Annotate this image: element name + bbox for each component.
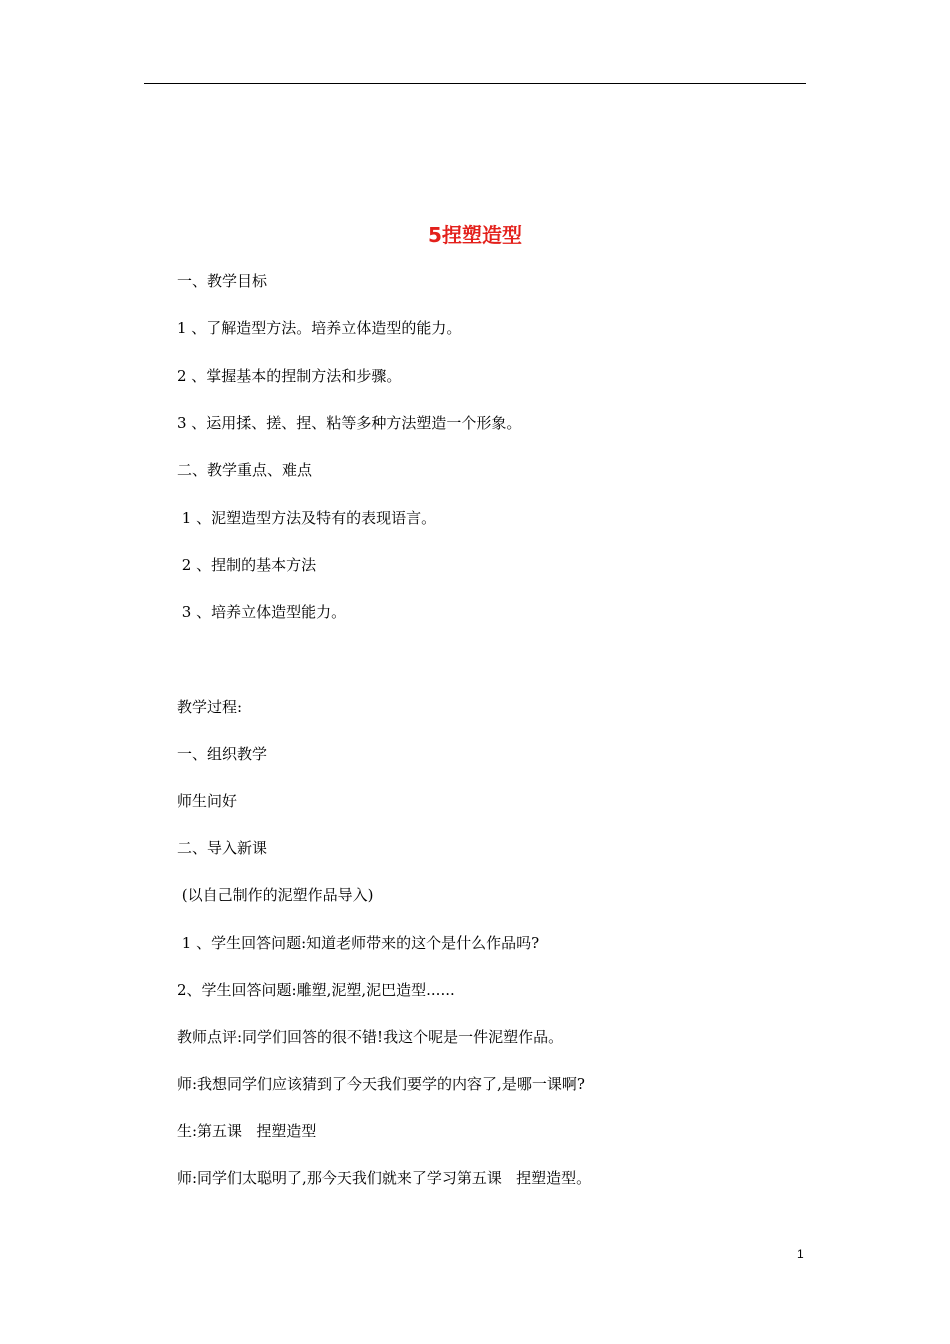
paragraph-teacher-closing: 师:同学们太聪明了,那今天我们就来了学习第五课 捏塑造型。 <box>177 1169 592 1187</box>
objective-item-2: 2 、掌握基本的捏制方法和步骤。 <box>177 367 402 385</box>
header-rule <box>144 83 806 84</box>
key-point-item-3: 3 、培养立体造型能力。 <box>177 603 347 621</box>
section-heading-key-points: 二、教学重点、难点 <box>177 461 313 479</box>
paragraph-intro-note: (以自己制作的泥塑作品导入) <box>177 886 374 904</box>
objective-item-1: 1 、了解造型方法。培养立体造型的能力。 <box>177 319 462 337</box>
objective-item-3: 3 、运用揉、搓、捏、粘等多种方法塑造一个形象。 <box>177 414 522 432</box>
paragraph-teacher-comment: 教师点评:同学们回答的很不错!我这个呢是一件泥塑作品。 <box>177 1028 564 1046</box>
page-number: 1 <box>797 1247 804 1261</box>
paragraph-question-1: 1 、学生回答问题:知道老师带来的这个是什么作品吗? <box>177 934 540 952</box>
key-point-item-1: 1 、泥塑造型方法及特有的表现语言。 <box>177 509 437 527</box>
paragraph-student-answer: 生:第五课 捏塑造型 <box>177 1122 317 1140</box>
process-step-organize: 一、组织教学 <box>177 745 268 763</box>
key-point-item-2: 2 、捏制的基本方法 <box>177 556 317 574</box>
paragraph-teacher-question: 师:我想同学们应该猜到了今天我们要学的内容了,是哪一课啊? <box>177 1075 585 1093</box>
section-heading-process: 教学过程: <box>177 698 243 716</box>
document-title: 5捏塑造型 <box>428 223 522 247</box>
section-heading-objectives: 一、教学目标 <box>177 272 268 290</box>
paragraph-greeting: 师生问好 <box>177 792 238 810</box>
process-step-introduce: 二、导入新课 <box>177 839 268 857</box>
paragraph-question-2: 2、学生回答问题:雕塑,泥塑,泥巴造型...... <box>177 981 455 999</box>
